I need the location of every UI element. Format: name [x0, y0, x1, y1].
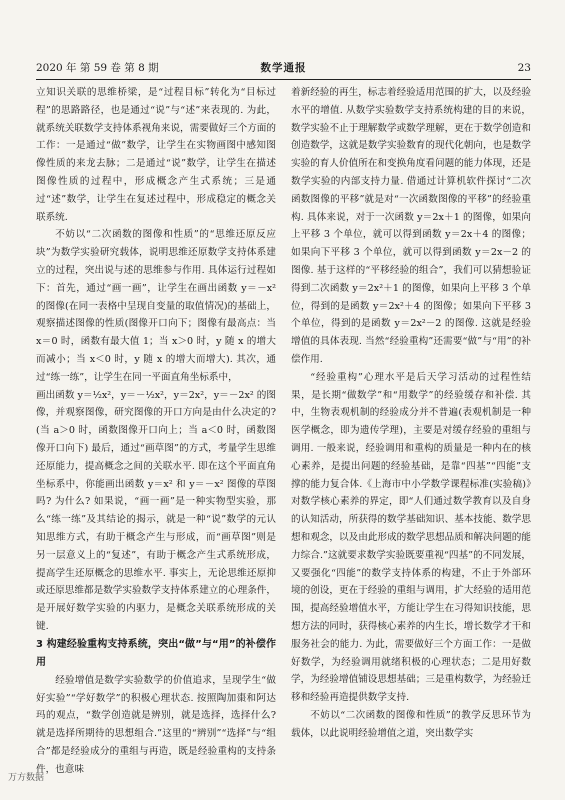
journal-issue: 2020 年 第 59 卷 第 8 期: [36, 62, 159, 74]
watermark-text: 万方数据: [8, 773, 45, 783]
left-column: [36, 84, 276, 778]
right-column: [291, 84, 531, 742]
page-header: [36, 58, 531, 78]
paragraph: 经验增值是数学实验数学的价值追求，呈现学生“做好实验”“学好数学”的积极心理状态. 按照陶加棗和阿达玛的观点，“数学创造就是辨别，就是选择，选择什么? 就是选择所期待的思想组合.”这里的“辨别”“选择”与“组合”都是经验成分的重组与再造，既是经验重构的支持条件，也意味: [36, 674, 276, 775]
paragraph: 着新经验的再生，标志着经验适用范围的扩大，以及经验水平的增值. 从数学实验数学支持系统构建的目的来说，数学实验不止于理解数学或数学理解，更在于数学创造和创造数学，这就是数学实验数育的现代化朝向，也是数学实验的育人价值所在和变换角度看问题的能力体现，还是数学实验的内部支持力量. 借通过计算机软件探讨“二次函数图像的平移”就是对“一次函数图像的平移”的经验重构. 具体来说，对于一次函数 y＝2x＋1 的图像，如果向上平移 3 个单位，就可以得到函数 y＝2x＋4 的图像；如果向下平移 3 个单位，就可以得到函数 y＝2x－2 的图像. 基于这样的“平移经验的组合”，我们可以猜想验证得到二次函数 y＝2x²＋1 的图像，如果向上平移 3 个单位，得到的是函数 y＝2x²＋4 的图像；如果向下平移 3 个单位，得到的是函数 y＝2x²－2 的图像. 这就是经验增值的具体表现. 当然“经验重构”还需要“做”与“用”的补偿作用.: [291, 87, 531, 365]
paragraph: 不妨以“二次函数的图像和性质”的教学反思环节为载体，以此说明经验增值之道，突出数学实: [291, 709, 531, 739]
section-heading: 3 构建经验重构支持系统，突出“做”与“用”的补偿作用: [36, 638, 276, 668]
paragraph: 不妨以“二次函数的图像和性质”的“思维还原反应块”为数学实验研究载体，说明思维还原数学支持体系建立的过程，突出说与述的思维参与作用. 具体运行过程如下：首先，通过“画一画”，让学生在画出函数 y＝－x² 的图像(在同一表格中呈现自变量的取值情况)的基础上，观察描述图像的性质(图像开口向下；图像有最高点：当 x＝0 时，函数有最大值 1；当 x＞0 时，y 随 x 的增大而减小；当 x＜0 时，y 随 x 的增大而增大). 其次，通过“练一练”，让学生在同一平面直角坐标系中，: [36, 229, 276, 383]
paragraph-formula: 画出函数 y＝½x²，y＝－½x²，y＝2x²，y＝－2x² 的图像，并观察图像，研究图像的开口方向是由什么决定的?(当 a＞0 时，函数图像开口向上；当 a＜0 时，函数图像开口向下) 最后，通过“画草图”的方式，考量学生思维还原能力，提高概念之间的关联水平. 即在这个平面直角坐标系中，你能画出函数 y＝x² 和 y＝－x² 图像的草图吗? 为什么? 如果说，“画一画”是一种实物型实验，那么“练一练”及其结论的揭示，就是一种“说”数学的元认知思维方式，有助于概念产生与形成，而“画草图”则是另一层意义上的“复述”，有助于概念产生式系统形成，提高学生还原概念的思维水平. 事实上，无论思维还原抑或还原思维都是数学实验数学支持体系建立的心理条件，是开展好数学实验的内驱力，是概念关联系统形成的关键.: [36, 389, 276, 632]
paragraph: 立知识关联的思维桥梁，是“过程目标”转化为“目标过程”的思路路径，也是通过“说”与“述”来表现的. 为此，就系统关联数学支持体系视角来说，需要做好三个方面的工作：一是通过“做”数学，让学生在实物画图中感知图像性质的来龙去脉；二是通过“说”数学，让学生在描述图像性质的过程中，形成概念产生式系统；三是通过“述”数学，让学生在复述过程中，形成稳定的概念关联系统.: [36, 87, 276, 223]
paragraph: “经验重构”心理水平是后天学习活动的过程性结果，是长期“做数学”和“用数学”的经验缓存和补偿. 其中，生物表观机制的经验成分并不普遍(表观机制是一种医学概念，即为遗传学理)，主要是对缓存经验的重组与调用. 一般来说，经验调用和重构的质量是一种内在的核心素养，是提出问题的经验基础，是靠“四基”“四能”支撑的能力复合体.《上海市中小学数学课程标准(实验稿)》对数学核心素养的界定，即“人们通过数学教育以及自身的认知活动，所获得的数学基础知识、基本技能、数学思想和观念，以及由此形成的数学思想品质和解决问题的能力综合.”这就要求数学实验既要重视“四基”的不同发展，又要强化“四能”的数学支持体系的构建，不止于外部环境的创设，更在于经验的重组与调用，扩大经验的适用范围，提高经验增值水平，方能让学生在习得知识技能，思想方法的同时，获得核心素养的内生长，增长数学才干和服务社会的能力. 为此，需要做好三个方面工作：一是做好数学，为经验调用就绪积极的心理状态；二是用好数学，为经验增值铺设思想基础；三是重构数学，为经验迁移和经验再造提供数学支持.: [291, 371, 531, 704]
journal-title: 数学通报: [260, 62, 307, 74]
page-number: 23: [517, 62, 531, 74]
header-rule: [36, 79, 531, 80]
